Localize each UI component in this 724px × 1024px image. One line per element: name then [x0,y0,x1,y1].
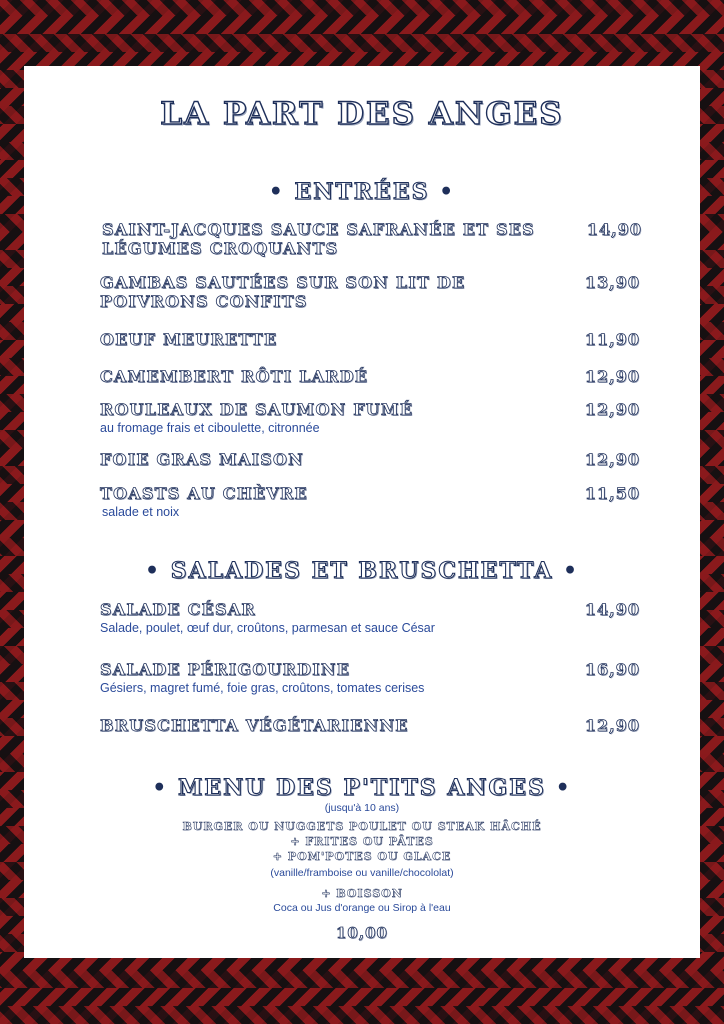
menu-item-gambas [100,273,640,311]
item-price: 12,90 [584,367,640,386]
item-price: 12,90 [584,400,640,419]
bullet-left: • [145,558,162,584]
bullet-right: • [562,558,579,584]
kids-menu-body [24,802,700,942]
menu-item-salade-perigourdine [100,660,640,695]
bullet-right: • [555,775,572,801]
item-price: 16,90 [584,660,640,679]
item-description: Gésiers, magret fumé, foie gras, croûtons, tomates cerises [100,681,425,695]
menu-item-foie-gras [100,450,640,469]
item-price: 12,90 [584,450,640,469]
item-description: salade et noix [102,505,180,519]
item-price: 11,90 [584,330,640,349]
menu-item-toasts-chevre [100,484,640,519]
kids-drink-choice: + BOISSON [321,887,403,900]
menu-item-rouleaux-saumon [100,400,640,435]
section-title-salades [24,558,700,584]
section-title-entrees [24,179,700,205]
kids-drink-note: Coca ou Jus d'orange ou Sirop à l'eau [273,902,451,914]
item-name: SAINT-JACQUES SAUCE SAFRANÉE ET SES LÉGUMES CROQUANTS [102,220,535,258]
menu-item-bruschetta [100,716,640,735]
section-title-kids-label: MENU DES P'TITS ANGES [178,775,546,801]
item-name: SALADE CÉSAR [100,600,256,619]
item-price: 14,90 [586,220,642,239]
item-price: 14,90 [584,600,640,619]
item-name: GAMBAS SAUTÉES SUR SON LIT DE POIVRONS CONFITS [100,273,466,311]
menu-item-oeuf-meurette [100,330,640,349]
item-price: 11,50 [584,484,640,503]
section-title-entrees-label: ENTRÉES [294,179,430,205]
kids-dessert-note: (vanille/framboise ou vanille/chocololat) [270,867,454,879]
item-name: FOIE GRAS MAISON [100,450,304,469]
menu-card [24,66,700,958]
menu-item-saint-jacques [102,220,642,258]
kids-age-note: (jusqu'à 10 ans) [324,802,400,814]
menu-item-salade-cesar [100,600,640,635]
kids-side-choice: + FRITES OU PÂTES [290,835,434,848]
item-price: 13,90 [584,273,640,292]
section-title-salades-label: SALADES ET BRUSCHETTA [170,558,554,584]
item-name: BRUSCHETTA VÉGÉTARIENNE [100,716,409,735]
bullet-right: • [439,179,456,205]
bullet-left: • [268,179,285,205]
restaurant-title: LA PART DES ANGES [160,96,564,132]
kids-dessert-choice: + POM'POTES OU GLACE [272,850,452,863]
item-name: ROULEAUX DE SAUMON FUMÉ [100,400,414,419]
bullet-left: • [152,775,169,801]
item-name: OEUF MEURETTE [100,330,278,349]
item-name: TOASTS AU CHÈVRE [100,484,308,503]
kids-main-choice: BURGER OU NUGGETS POULET OU STEAK HÂCHÉ [182,820,542,833]
kids-menu-price: 10,00 [336,924,388,942]
item-name: SALADE PÉRIGOURDINE [100,660,351,679]
item-description: au fromage frais et ciboulette, citronnée [100,421,320,435]
menu-item-camembert [100,367,640,386]
section-title-kids [24,775,700,801]
item-description: Salade, poulet, œuf dur, croûtons, parmesan et sauce César [100,621,435,635]
item-price: 12,90 [584,716,640,735]
item-name: CAMEMBERT RÔTI LARDÉ [100,367,369,386]
